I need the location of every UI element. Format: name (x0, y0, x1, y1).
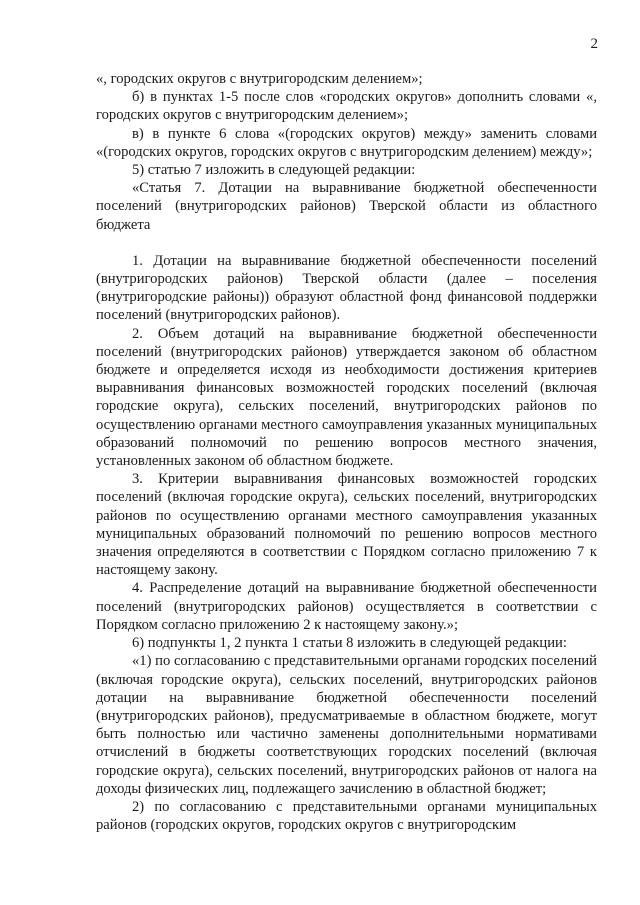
paragraph-item-b: б) в пунктах 1-5 после слов «городских округов» дополнить словами «, городских округов с внутригородским делением»; (96, 89, 597, 124)
subpoint-1: «1) по согласованию с представительными органами городских поселений (включая городские округа), сельских поселений, внутригородских районов дотации на выравнивание бюджетной обеспеченности поселений (внутригородских районов), предусматриваемые в областном бюджете, могут быть полностью или частично заменены дополнительными нормативами отчислений в бюджеты соответствующих городских поселений (включая городские округа), сельских поселений, внутригородских районов от налога на доходы физических лиц, подлежащего зачислению в областной бюджет; (96, 653, 597, 797)
article-7-point-2: 2. Объем дотаций на выравнивание бюджетной обеспеченности поселений (внутригородских районов) утверждается законом об областном бюджете и определяется исходя из необходимости достижения критериев выравнивания финансовых возможностей городских поселений (включая городские округа), сельских поселений, внутригородских районов по осуществлению органами местного самоуправления указанных муниципальных образований полномочий по решению вопросов местного значения, установленных законом об областном бюджете. (96, 325, 597, 470)
paragraph-continuation: «, городских округов с внутригородским делением»; (96, 71, 423, 87)
article-7-point-4: 4. Распределение дотаций на выравнивание бюджетной обеспеченности поселений (внутригородских районов) осуществляется в соответствии с Порядком согласно приложению 2 к настоящему закону.»; (96, 580, 597, 633)
spacer (96, 234, 597, 252)
article-7-point-1: 1. Дотации на выравнивание бюджетной обеспеченности поселений (внутригородских районов) Тверской области (далее – поселения (внутригородские районы)) образуют областной фонд финансовой поддержки поселений (внутригородских районов). (96, 252, 597, 324)
document-body (96, 70, 597, 834)
page-number: 2 (590, 36, 598, 52)
article-7-point-3: 3. Критерии выравнивания финансовых возможностей городских поселений (включая городские округа), сельских поселений, внутригородских районов по осуществлению органами местного самоуправления указанных муниципальных образований полномочий по решению вопросов местного значения определяются в соответствии с Порядком согласно приложению 7 к настоящему закону. (96, 471, 597, 579)
paragraph-item-5: 5) статью 7 изложить в следующей редакции: (132, 162, 416, 179)
article-7-heading: «Статья 7. Дотации на выравнивание бюджетной обеспеченности поселений (внутригородских районов) Тверской области из областного бюджета (96, 180, 597, 233)
paragraph-item-6: 6) подпункты 1, 2 пункта 1 статьи 8 изложить в следующей редакции: (132, 635, 567, 652)
subpoint-2: 2) по согласованию с представительными органами муниципальных районов (городских округов, городских округов с внутригородским (96, 798, 597, 834)
paragraph-item-v: в) в пункте 6 слова «(городских округов) между» заменить словами «(городских округов, городских округов с внутригородским делением) между»; (96, 125, 597, 160)
